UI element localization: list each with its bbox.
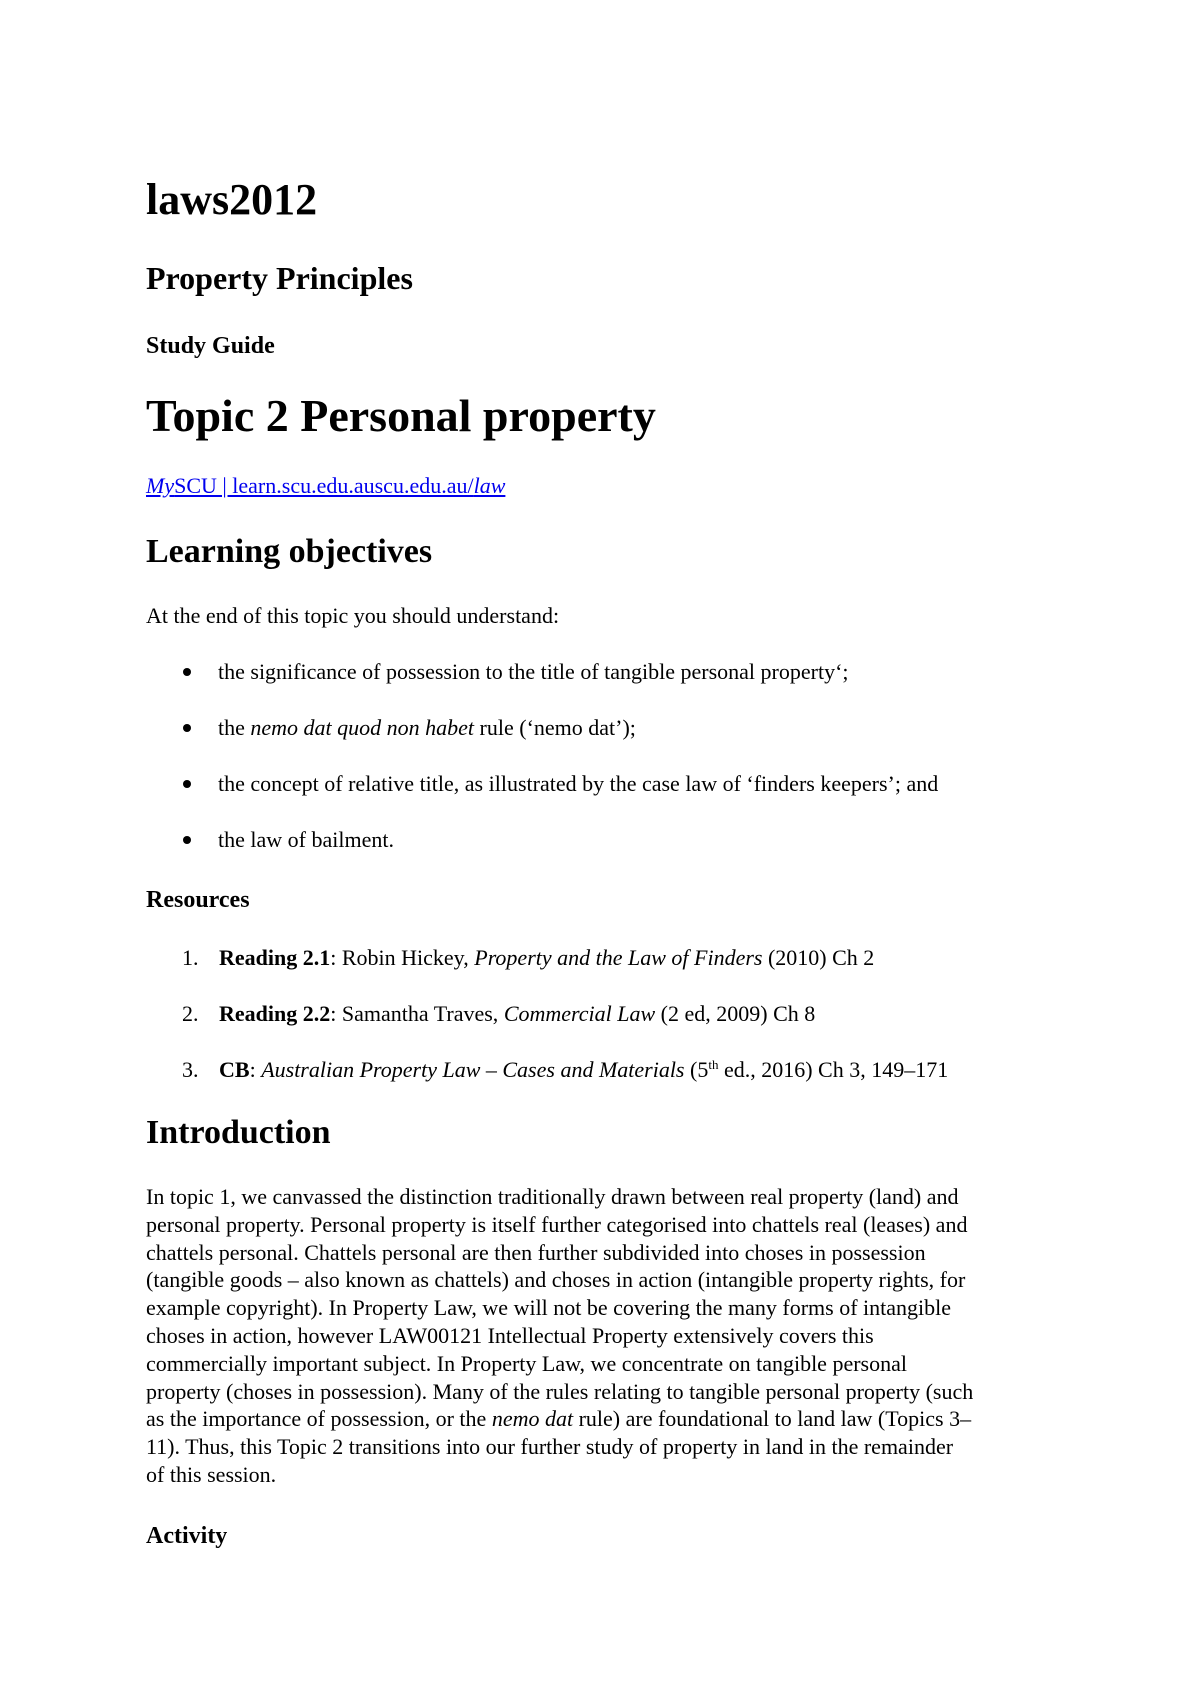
- resource-number: 2.: [182, 1001, 199, 1026]
- resource-text: Reading 2.1: Robin Hickey, Property and the Law of Finders (2010) Ch 2: [219, 945, 875, 970]
- introduction-heading: Introduction: [146, 1114, 331, 1151]
- objective-text: the nemo dat quod non habet rule (‘nemo dat’);: [218, 715, 636, 740]
- topic-title: Topic 2 Personal property: [146, 390, 656, 441]
- objectives-intro: At the end of this topic you should understand:: [146, 603, 560, 628]
- objective-text: the concept of relative title, as illustrated by the case law of ‘finders keepers’; and: [218, 771, 939, 796]
- resources-heading: Resources: [146, 887, 250, 913]
- introduction-paragraph: [146, 1183, 1076, 1489]
- intro-line: (tangible goods – also known as chattels) and choses in action (intangible property rights, for: [146, 1267, 966, 1293]
- bullet-icon: [183, 668, 191, 676]
- intro-line: chattels personal. Chattels personal are then further subdivided into choses in possession: [146, 1239, 926, 1265]
- objective-text: the significance of possession to the title of tangible personal property‘;: [218, 659, 849, 684]
- doc-type-heading: Study Guide: [146, 333, 275, 359]
- intro-line: In topic 1, we canvassed the distinction traditionally drawn between real property (land) and: [146, 1184, 959, 1209]
- intro-line: commercially important subject. In Property Law, we concentrate on tangible personal: [146, 1350, 907, 1376]
- intro-line: choses in action, however LAW00121 Intellectual Property extensively covers this: [146, 1322, 874, 1348]
- intro-line: personal property. Personal property is itself further categorised into chattels real (leases) and: [146, 1211, 968, 1237]
- intro-line: 11). Thus, this Topic 2 transitions into our further study of property in land in the remainder: [146, 1434, 954, 1460]
- myscu-link-part2: SCU | learn.scu.edu.auscu.edu.au/: [174, 473, 474, 498]
- resource-number: 1.: [182, 945, 199, 970]
- intro-line: of this session.: [146, 1461, 277, 1487]
- bullet-icon: [183, 780, 191, 788]
- course-code-heading: laws2012: [146, 175, 318, 224]
- bullet-icon: [183, 836, 191, 844]
- intro-line: property (choses in possession). Many of the rules relating to tangible personal property (such: [146, 1378, 974, 1404]
- resource-number: 3.: [182, 1057, 199, 1082]
- objective-text: the law of bailment.: [218, 827, 394, 852]
- myscu-link-part3: law: [473, 473, 506, 498]
- bullet-icon: [183, 724, 191, 732]
- myscu-link[interactable]: [146, 475, 505, 497]
- intro-line: as the importance of possession, or the nemo dat rule) are foundational to land law (Topics 3–: [146, 1406, 972, 1432]
- resource-text: CB: Australian Property Law – Cases and Materials (5th ed., 2016) Ch 3, 149–171: [219, 1057, 949, 1082]
- resource-text: Reading 2.2: Samantha Traves, Commercial Law (2 ed, 2009) Ch 8: [219, 1001, 816, 1026]
- course-name-heading: Property Principles: [146, 260, 413, 296]
- intro-line: example copyright). In Property Law, we will not be covering the many forms of intangible: [146, 1295, 952, 1321]
- learning-objectives-heading: Learning objectives: [146, 533, 433, 570]
- myscu-link-part1: My: [146, 473, 175, 498]
- activity-heading: Activity: [146, 1523, 228, 1549]
